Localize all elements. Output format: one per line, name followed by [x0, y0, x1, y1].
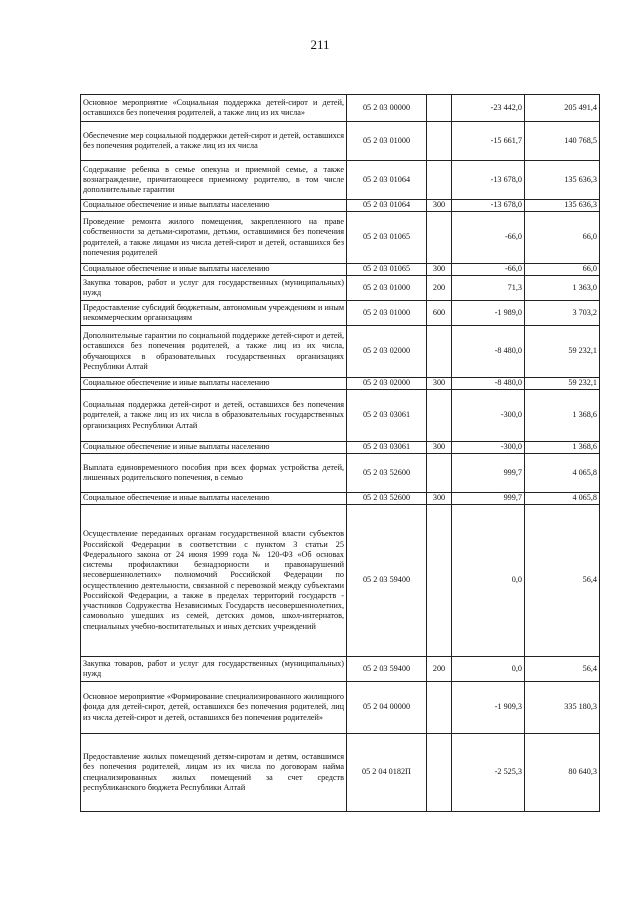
row-total-amount-cell: 1 368,6: [525, 442, 600, 454]
row-total-amount-cell: 4 065,8: [525, 493, 600, 505]
row-code-cell: 05 2 03 52600: [347, 454, 427, 493]
table-row: [81, 276, 600, 301]
row-name-cell: Выплата единовременного пособия при всех формах устройства детей, лишенных родительского попечения, в семью: [81, 454, 347, 493]
row-code-cell: 05 2 03 02000: [347, 326, 427, 378]
row-total-amount-cell: 1 368,6: [525, 390, 600, 442]
row-code-cell: 05 2 03 01065: [347, 264, 427, 276]
row-change-amount-cell: -66,0: [452, 264, 525, 276]
table-row: [81, 682, 600, 734]
row-change-amount-cell: -8 480,0: [452, 378, 525, 390]
row-change-amount-cell: -8 480,0: [452, 326, 525, 378]
row-name-cell: Дополнительные гарантии по социальной поддержке детей-сирот и детей, оставшихся без попечения родителей, а также лиц из их числа, обучающихся в образовательных государственных организациях Республики Алтай: [81, 326, 347, 378]
row-change-amount-cell: -2 525,3: [452, 734, 525, 812]
row-expense-type-cell: [427, 212, 452, 264]
row-code-cell: 05 2 03 59400: [347, 505, 427, 657]
table-row: [81, 212, 600, 264]
row-change-amount-cell: -13 678,0: [452, 161, 525, 200]
row-name-cell: Осуществление переданных органам государственной власти субъектов Российской Федерации в соответствии с пунктом 3 статьи 25 Федерального закона от 24 июня 1999 года № 120-ФЗ «Об основах системы профилактики безнадзорности и правонарушений несовершеннолетних» полномочий Российской Федерации по осуществлению деятельности, связанной с перевозкой между субъектами Российской Федерации, а также в пределах территорий государств - участников Содружества Независимых Государств несовершеннолетних, самовольно ушедших из семей, детских домов, школ-интернатов, специальных учебно-воспитательных и иных детских учреждений: [81, 505, 347, 657]
budget-table: [80, 94, 600, 812]
row-total-amount-cell: 59 232,1: [525, 378, 600, 390]
row-expense-type-cell: [427, 734, 452, 812]
budget-table-body: [81, 95, 600, 812]
row-name-cell: Предоставление субсидий бюджетным, автономным учреждениям и иным некоммерческим организациям: [81, 301, 347, 326]
row-expense-type-cell: 300: [427, 493, 452, 505]
table-row: [81, 390, 600, 442]
row-change-amount-cell: -66,0: [452, 212, 525, 264]
row-name-cell: Основное мероприятие «Формирование специализированного жилищного фонда для детей-сирот, детей, оставшихся без попечения родителей, лиц из числа детей-сирот и детей, оставшихся без попечения родителей»: [81, 682, 347, 734]
row-name-cell: Обеспечение мер социальной поддержки детей-сирот и детей, оставшихся без попечения родителей, а также лиц из их числа: [81, 122, 347, 161]
row-code-cell: 05 2 03 59400: [347, 657, 427, 682]
table-row: [81, 264, 600, 276]
table-row: [81, 95, 600, 122]
row-total-amount-cell: 56,4: [525, 657, 600, 682]
row-expense-type-cell: [427, 161, 452, 200]
row-expense-type-cell: 300: [427, 200, 452, 212]
row-code-cell: 05 2 03 02000: [347, 378, 427, 390]
row-expense-type-cell: 300: [427, 264, 452, 276]
row-total-amount-cell: 205 491,4: [525, 95, 600, 122]
row-name-cell: Предоставление жилых помещений детям-сиротам и детям, оставшимся без попечения родителей, лицам из их числа по договорам найма специализированных жилых помещений за счет средств республиканского бюджета Республики Алтай: [81, 734, 347, 812]
table-row: [81, 122, 600, 161]
row-name-cell: Социальное обеспечение и иные выплаты населению: [81, 200, 347, 212]
row-expense-type-cell: [427, 505, 452, 657]
row-code-cell: 05 2 03 03061: [347, 442, 427, 454]
row-total-amount-cell: 3 703,2: [525, 301, 600, 326]
table-row: [81, 493, 600, 505]
page-number: 211: [310, 37, 330, 52]
row-total-amount-cell: 56,4: [525, 505, 600, 657]
row-change-amount-cell: 0,0: [452, 657, 525, 682]
row-code-cell: 05 2 03 01000: [347, 122, 427, 161]
table-row: [81, 657, 600, 682]
row-total-amount-cell: 66,0: [525, 264, 600, 276]
row-change-amount-cell: -300,0: [452, 390, 525, 442]
row-name-cell: Закупка товаров, работ и услуг для государственных (муниципальных) нужд: [81, 657, 347, 682]
row-change-amount-cell: -23 442,0: [452, 95, 525, 122]
row-expense-type-cell: 200: [427, 276, 452, 301]
table-row: [81, 378, 600, 390]
row-code-cell: 05 2 04 0182П: [347, 734, 427, 812]
table-row: [81, 442, 600, 454]
row-change-amount-cell: -1 909,3: [452, 682, 525, 734]
row-code-cell: 05 2 03 01000: [347, 276, 427, 301]
row-code-cell: 05 2 03 01064: [347, 161, 427, 200]
row-change-amount-cell: 0,0: [452, 505, 525, 657]
row-change-amount-cell: -13 678,0: [452, 200, 525, 212]
row-code-cell: 05 2 03 01000: [347, 301, 427, 326]
row-code-cell: 05 2 03 01065: [347, 212, 427, 264]
table-row: [81, 301, 600, 326]
row-change-amount-cell: -1 989,0: [452, 301, 525, 326]
row-code-cell: 05 2 03 00000: [347, 95, 427, 122]
row-change-amount-cell: -300,0: [452, 442, 525, 454]
row-name-cell: Основное мероприятие «Социальная поддержка детей-сирот и детей, оставшихся без попечения родителей, а также лиц из их числа»: [81, 95, 347, 122]
row-expense-type-cell: [427, 682, 452, 734]
row-expense-type-cell: 300: [427, 378, 452, 390]
row-expense-type-cell: [427, 122, 452, 161]
row-total-amount-cell: 140 768,5: [525, 122, 600, 161]
table-row: [81, 326, 600, 378]
row-code-cell: 05 2 03 01064: [347, 200, 427, 212]
row-name-cell: Социальная поддержка детей-сирот и детей, оставшихся без попечения родителей, а также лиц из их числа в образовательных государственных организациях Республики Алтай: [81, 390, 347, 442]
table-row: [81, 161, 600, 200]
row-total-amount-cell: 1 363,0: [525, 276, 600, 301]
row-change-amount-cell: 999,7: [452, 454, 525, 493]
row-change-amount-cell: 71,3: [452, 276, 525, 301]
row-total-amount-cell: 4 065,8: [525, 454, 600, 493]
row-expense-type-cell: [427, 454, 452, 493]
row-name-cell: Социальное обеспечение и иные выплаты населению: [81, 442, 347, 454]
row-total-amount-cell: 335 180,3: [525, 682, 600, 734]
row-change-amount-cell: 999,7: [452, 493, 525, 505]
table-row: [81, 454, 600, 493]
row-name-cell: Социальное обеспечение и иные выплаты населению: [81, 378, 347, 390]
row-name-cell: Закупка товаров, работ и услуг для государственных (муниципальных) нужд: [81, 276, 347, 301]
row-total-amount-cell: 135 636,3: [525, 200, 600, 212]
row-name-cell: Социальное обеспечение и иные выплаты населению: [81, 493, 347, 505]
row-code-cell: 05 2 03 03061: [347, 390, 427, 442]
row-total-amount-cell: 59 232,1: [525, 326, 600, 378]
row-name-cell: Проведение ремонта жилого помещения, закрепленного на праве собственности за детьми-сиротами, детьми, оставшимися без попечения родителей, а также лицами из числа детей-сирот и детей, оставшихся без попечения родителей: [81, 212, 347, 264]
row-expense-type-cell: [427, 326, 452, 378]
row-expense-type-cell: 600: [427, 301, 452, 326]
table-row: [81, 200, 600, 212]
row-expense-type-cell: [427, 95, 452, 122]
row-code-cell: 05 2 04 00000: [347, 682, 427, 734]
row-total-amount-cell: 66,0: [525, 212, 600, 264]
row-name-cell: Содержание ребенка в семье опекуна и приемной семье, а также вознаграждение, причитающееся приемному родителю, в том числе дополнительные гарантии: [81, 161, 347, 200]
row-total-amount-cell: 135 636,3: [525, 161, 600, 200]
row-expense-type-cell: [427, 390, 452, 442]
row-change-amount-cell: -15 661,7: [452, 122, 525, 161]
table-row: [81, 734, 600, 812]
row-total-amount-cell: 80 640,3: [525, 734, 600, 812]
table-row: [81, 505, 600, 657]
row-expense-type-cell: 300: [427, 442, 452, 454]
row-name-cell: Социальное обеспечение и иные выплаты населению: [81, 264, 347, 276]
row-expense-type-cell: 200: [427, 657, 452, 682]
row-code-cell: 05 2 03 52600: [347, 493, 427, 505]
